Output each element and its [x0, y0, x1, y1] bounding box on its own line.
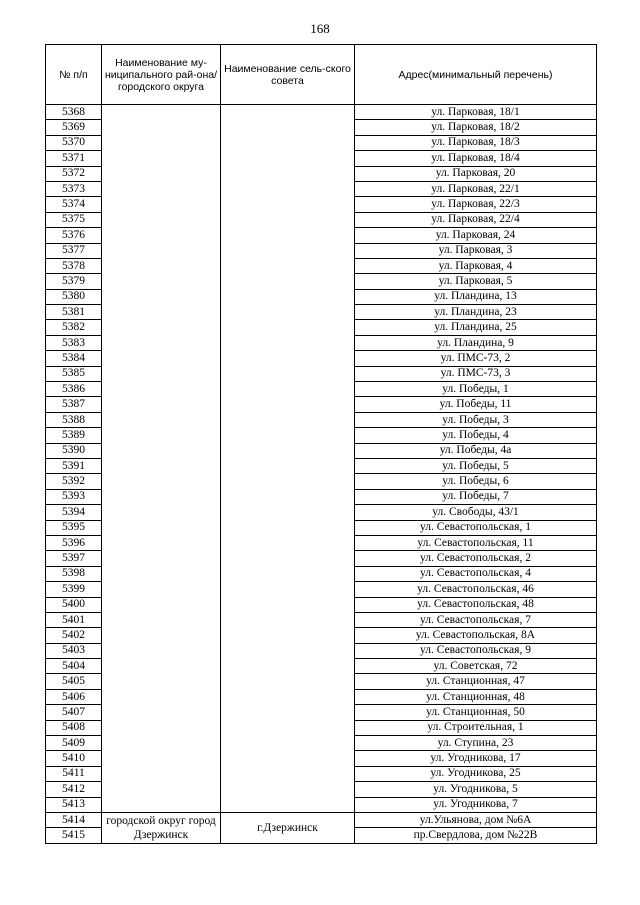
row-number: 5385 — [46, 366, 102, 381]
address-cell: ул. Победы, 3 — [355, 412, 597, 427]
row-number: 5388 — [46, 412, 102, 427]
row-number: 5400 — [46, 597, 102, 612]
address-cell: ул. Угодникова, 17 — [355, 751, 597, 766]
row-number: 5394 — [46, 505, 102, 520]
header-number: № п/п — [46, 45, 102, 105]
address-cell: ул. Советская, 72 — [355, 659, 597, 674]
address-cell: ул. Станционная, 50 — [355, 705, 597, 720]
header-district: Наименование му-ниципального рай-она/ городского округа — [102, 45, 221, 105]
row-number: 5395 — [46, 520, 102, 535]
row-number: 5409 — [46, 736, 102, 751]
table-row — [46, 812, 597, 827]
address-cell: ул. Севастопольская, 9 — [355, 643, 597, 658]
address-cell: ул. Парковая, 22/4 — [355, 212, 597, 227]
row-number: 5380 — [46, 289, 102, 304]
address-cell: ул. Парковая, 20 — [355, 166, 597, 181]
address-cell: ул. Ступина, 23 — [355, 736, 597, 751]
row-number: 5392 — [46, 474, 102, 489]
row-number: 5412 — [46, 782, 102, 797]
address-cell: ул. Севастопольская, 46 — [355, 582, 597, 597]
address-cell: ул. Парковая, 18/4 — [355, 151, 597, 166]
address-cell: ул. Победы, 4 — [355, 428, 597, 443]
row-number: 5389 — [46, 428, 102, 443]
row-number: 5376 — [46, 228, 102, 243]
address-cell: ул. Севастопольская, 8А — [355, 628, 597, 643]
row-number: 5415 — [46, 828, 102, 843]
row-number: 5413 — [46, 797, 102, 812]
row-number: 5379 — [46, 274, 102, 289]
council-cell-empty — [221, 105, 355, 813]
address-cell: ул. Парковая, 18/2 — [355, 120, 597, 135]
address-cell: ул. Парковая, 18/3 — [355, 135, 597, 150]
address-cell: ул. Победы, 6 — [355, 474, 597, 489]
address-cell: ул. Севастопольская, 48 — [355, 597, 597, 612]
address-cell: ул. Парковая, 24 — [355, 228, 597, 243]
address-cell: пр.Свердлова, дом №22В — [355, 828, 597, 843]
address-cell: ул. Севастопольская, 4 — [355, 566, 597, 581]
address-cell: ул. Пландина, 13 — [355, 289, 597, 304]
address-cell: ул. Победы, 11 — [355, 397, 597, 412]
address-cell: ул. Севастопольская, 7 — [355, 612, 597, 627]
address-cell: ул. Севастопольская, 11 — [355, 535, 597, 550]
table-row — [46, 105, 597, 120]
row-number: 5375 — [46, 212, 102, 227]
row-number: 5378 — [46, 258, 102, 273]
row-number: 5390 — [46, 443, 102, 458]
row-number: 5411 — [46, 766, 102, 781]
row-number: 5396 — [46, 535, 102, 550]
row-number: 5401 — [46, 612, 102, 627]
address-cell: ул. Победы, 4а — [355, 443, 597, 458]
row-number: 5414 — [46, 812, 102, 827]
address-cell: ул. Станционная, 47 — [355, 674, 597, 689]
address-cell: ул. Угодникова, 7 — [355, 797, 597, 812]
row-number: 5407 — [46, 705, 102, 720]
row-number: 5369 — [46, 120, 102, 135]
district-cell-empty — [102, 105, 221, 813]
address-cell: ул. Парковая, 22/1 — [355, 181, 597, 196]
row-number: 5377 — [46, 243, 102, 258]
address-cell: ул. ПМС-73, 3 — [355, 366, 597, 381]
header-address: Адрес(минимальный перечень) — [355, 45, 597, 105]
address-cell: ул. Севастопольская, 1 — [355, 520, 597, 535]
row-number: 5374 — [46, 197, 102, 212]
row-number: 5403 — [46, 643, 102, 658]
address-cell: ул. Парковая, 3 — [355, 243, 597, 258]
page-number: 168 — [310, 21, 330, 36]
row-number: 5372 — [46, 166, 102, 181]
address-cell: ул. Строительная, 1 — [355, 720, 597, 735]
row-number: 5370 — [46, 135, 102, 150]
address-cell: ул. ПМС-73, 2 — [355, 351, 597, 366]
row-number: 5368 — [46, 105, 102, 120]
row-number: 5397 — [46, 551, 102, 566]
row-number: 5404 — [46, 659, 102, 674]
row-number: 5410 — [46, 751, 102, 766]
address-cell: ул. Парковая, 5 — [355, 274, 597, 289]
row-number: 5381 — [46, 305, 102, 320]
row-number: 5373 — [46, 181, 102, 196]
address-cell: ул. Свободы, 43/1 — [355, 505, 597, 520]
row-number: 5383 — [46, 335, 102, 350]
row-number: 5387 — [46, 397, 102, 412]
address-table — [45, 44, 597, 844]
council-cell: г.Дзержинск — [221, 812, 355, 843]
row-number: 5402 — [46, 628, 102, 643]
row-number: 5406 — [46, 689, 102, 704]
address-cell: ул. Станционная, 48 — [355, 689, 597, 704]
address-cell: ул. Севастопольская, 2 — [355, 551, 597, 566]
header-row — [46, 45, 597, 105]
district-cell: городской округ город Дзержинск — [102, 812, 221, 843]
address-cell: ул. Угодникова, 25 — [355, 766, 597, 781]
row-number: 5399 — [46, 582, 102, 597]
row-number: 5384 — [46, 351, 102, 366]
address-cell: ул. Пландина, 23 — [355, 305, 597, 320]
address-cell: ул. Пландина, 25 — [355, 320, 597, 335]
row-number: 5408 — [46, 720, 102, 735]
address-cell: ул. Победы, 7 — [355, 489, 597, 504]
row-number: 5398 — [46, 566, 102, 581]
address-cell: ул. Пландина, 9 — [355, 335, 597, 350]
row-number: 5391 — [46, 458, 102, 473]
address-cell: ул.Ульянова, дом №6А — [355, 812, 597, 827]
row-number: 5405 — [46, 674, 102, 689]
address-cell: ул. Парковая, 4 — [355, 258, 597, 273]
row-number: 5371 — [46, 151, 102, 166]
row-number: 5393 — [46, 489, 102, 504]
address-cell: ул. Парковая, 22/3 — [355, 197, 597, 212]
address-cell: ул. Победы, 1 — [355, 382, 597, 397]
address-cell: ул. Парковая, 18/1 — [355, 105, 597, 120]
row-number: 5382 — [46, 320, 102, 335]
header-council: Наименование сель-ского совета — [221, 45, 355, 105]
table-body — [46, 105, 597, 844]
row-number: 5386 — [46, 382, 102, 397]
address-cell: ул. Угодникова, 5 — [355, 782, 597, 797]
address-cell: ул. Победы, 5 — [355, 458, 597, 473]
